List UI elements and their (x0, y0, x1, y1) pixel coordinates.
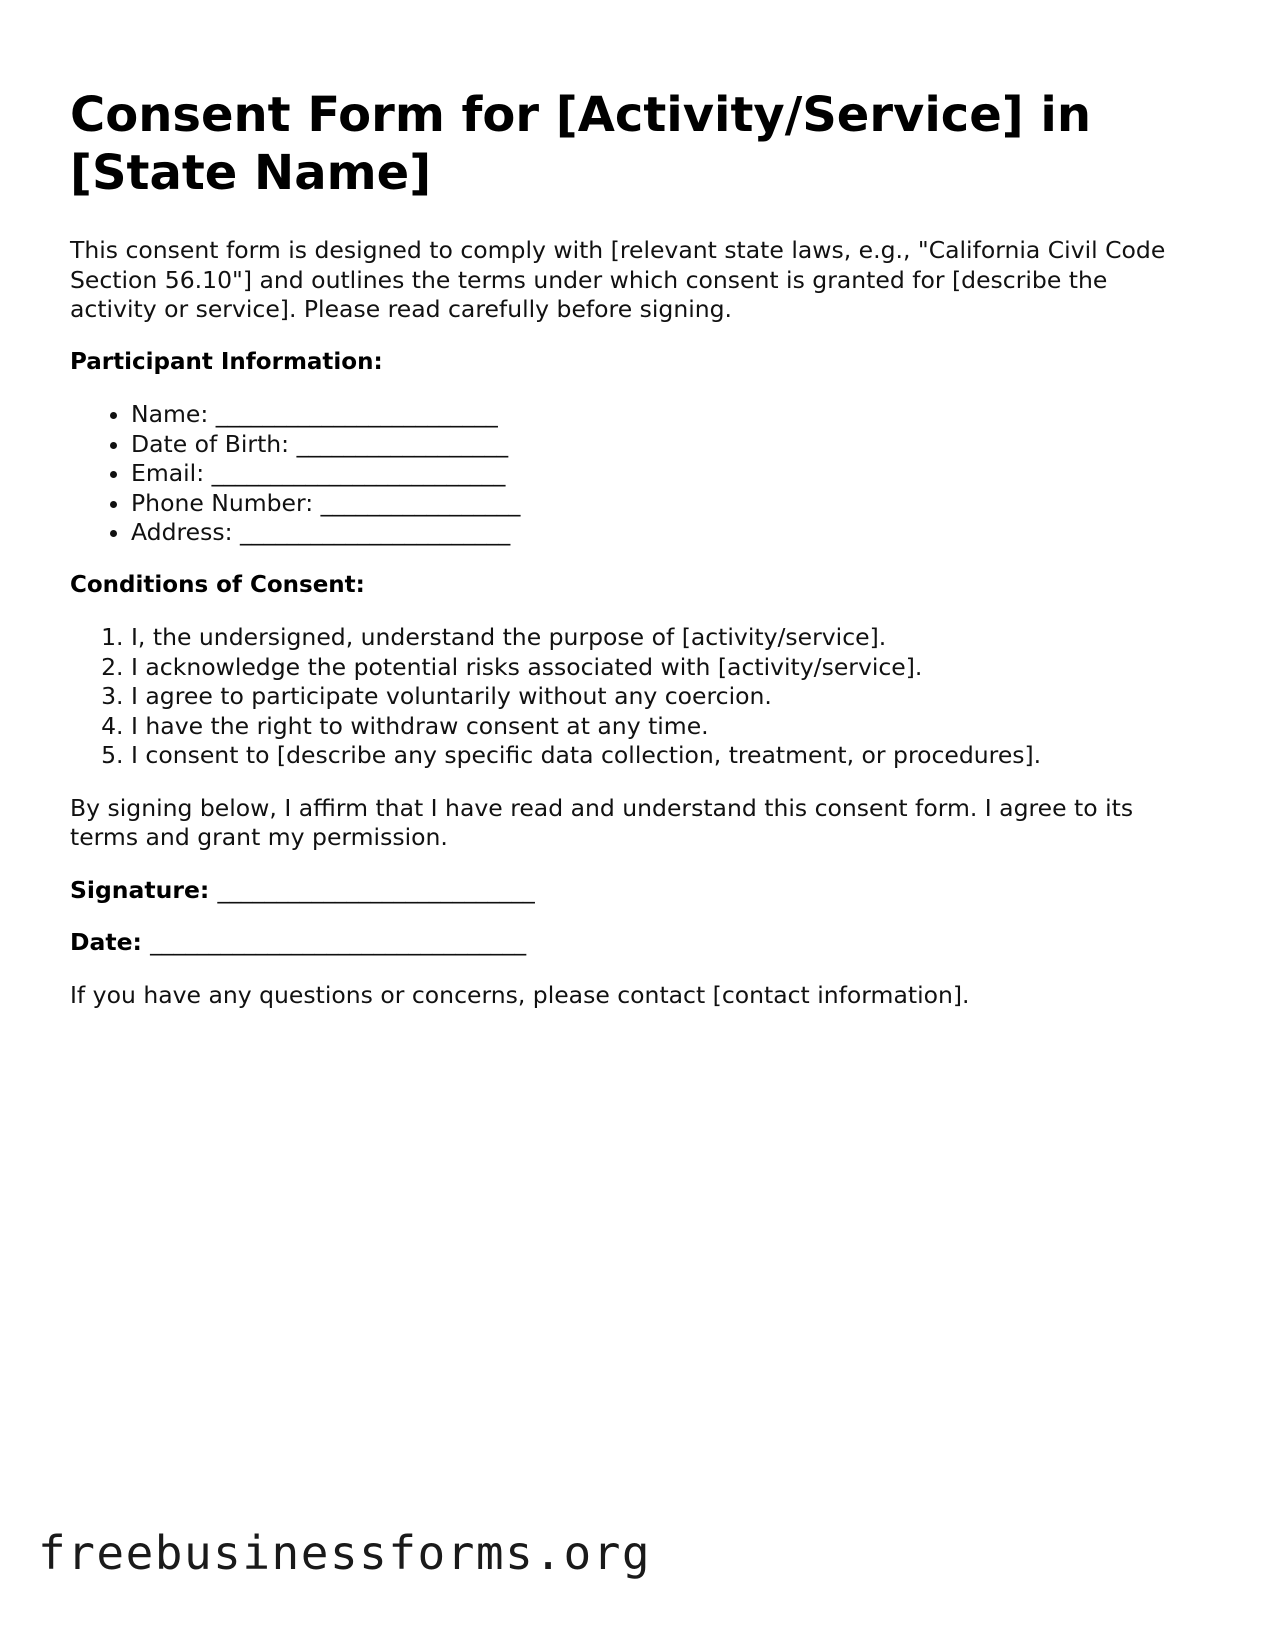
condition-item: 2. I acknowledge the potential risks associated with [activity/service]. (131, 653, 1200, 683)
affirmation-paragraph: By signing below, I affirm that I have read and understand this consent form. I agree to its terms and grant my permission. (70, 793, 1134, 851)
watermark: freebusinessforms.org (38, 1526, 652, 1580)
conditions-list (70, 623, 1200, 771)
condition-item: 1. I, the undersigned, understand the purpose of [activity/service]. (131, 623, 1200, 653)
condition-item: 5. I consent to [describe any specific data collection, treatment, or procedures]. (131, 741, 1200, 771)
participant-field-address: • Address: _______________________ (131, 518, 1200, 548)
condition-item: 3. I agree to participate voluntarily without any coercion. (131, 682, 1200, 712)
date-blank: ________________________________ (150, 928, 527, 956)
intro-paragraph: This consent form is designed to comply with [relevant state laws, e.g., "California Civil Code Section 56.10"] and outlines the terms under which consent is granted for [describe the activity or service]. Please read carefully before signing. (70, 236, 1166, 323)
date-label: Date: (70, 928, 151, 956)
participant-field-name: • Name: ________________________ (131, 400, 1200, 430)
signature-label: Signature: (70, 875, 218, 904)
participant-info-heading: Participant Information: (70, 348, 383, 375)
page-title: Consent Form for [Activity/Service] in [State Name] (70, 87, 1092, 201)
participant-field-phone: • Phone Number: _________________ (131, 489, 1200, 519)
signature-line (70, 876, 1200, 906)
conditions-heading: Conditions of Consent: (70, 571, 365, 598)
document-page (70, 86, 1200, 1033)
contact-paragraph: If you have any questions or concerns, please contact [contact information]. (70, 980, 970, 1009)
participant-field-email: • Email: _________________________ (131, 459, 1200, 489)
participant-field-dob: • Date of Birth: __________________ (131, 430, 1200, 460)
date-line (70, 928, 1200, 958)
condition-item: 4. I have the right to withdraw consent at any time. (131, 712, 1200, 742)
participant-info-list (70, 400, 1200, 548)
signature-blank: ___________________________ (217, 875, 535, 904)
